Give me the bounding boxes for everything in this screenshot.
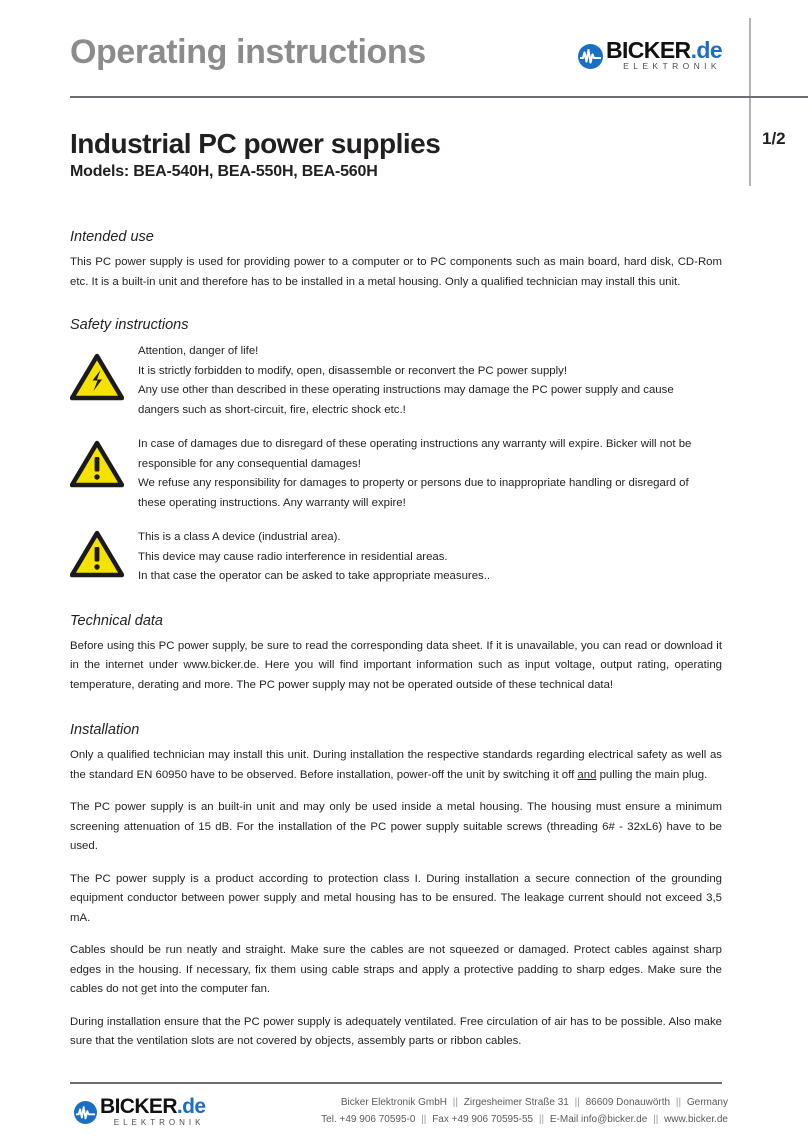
installation-paragraph-1: [70, 746, 722, 785]
footer-city: 86609 Donauwörth: [585, 1097, 671, 1108]
footer-fax-value: +49 906 70595-55: [451, 1114, 534, 1125]
document-kicker: Operating instructions: [70, 33, 426, 71]
warning-line: In case of damages due to disregard of these operating instructions any warranty will expire. Bicker will not be: [138, 438, 692, 450]
bicker-waveform-mark-icon: [578, 44, 603, 69]
warning-line: Attention, danger of life!: [138, 345, 259, 357]
logo-word-suffix: .de: [176, 1095, 206, 1118]
section-heading-safety: Safety instructions: [70, 317, 189, 333]
warning-danger-text: [138, 341, 722, 420]
footer-separator: ||: [421, 1114, 427, 1125]
warning-triangle-lightning-icon: [70, 353, 124, 401]
footer-separator: ||: [574, 1097, 580, 1108]
bicker-logo-header: [578, 37, 723, 72]
installation-p1-after: pulling the main plug.: [596, 768, 708, 781]
installation-paragraph-5: During installation ensure that the PC power supply is adequately ventilated. Free circulation of air has to be possible. Also make sure that the ventilation slots are not covered by objects, assembly parts or ribbon cables.: [70, 1015, 722, 1047]
warning-warranty-text: [138, 434, 722, 513]
footer-separator: ||: [538, 1114, 545, 1125]
document-body: [70, 228, 722, 1074]
section-intended-use: [70, 228, 722, 292]
logo-word-main: BICKER: [606, 37, 691, 63]
bicker-logo-footer: [74, 1097, 205, 1128]
technical-data-paragraph: Before using this PC power supply, be sure to read the corresponding data sheet. If it is unavailable, you can read or download it in the internet under www.bicker.de. Here you will find important information such as input voltage, output rating, operating temperature, derating and more. The PC power supply may not be operated outside of these technical data!: [70, 639, 722, 691]
header-vertical-divider: [749, 18, 751, 186]
warning-line: these operating instructions. Any warranty will expire!: [138, 496, 406, 509]
logo-subtitle: ELEKTRONIK: [113, 1118, 205, 1127]
warning-block-danger: [70, 341, 722, 420]
warning-line: We refuse any responsibility for damages to property or persons due to inappropriate handling or disregard of: [138, 477, 689, 489]
warning-line: responsible for any consequential damages!: [138, 457, 361, 470]
footer-contact-info: [236, 1094, 728, 1128]
footer-street: Zirgesheimer Straße 31: [463, 1097, 569, 1108]
section-safety-instructions: [70, 316, 722, 587]
installation-paragraph-3: The PC power supply is a product according to protection class I. During installation a secure connection of the grounding equipment conductor between power supply and metal housing has to be ensured. The leakage current should not exceed 3,5 mA.: [70, 872, 722, 924]
installation-paragraph-4: Cables should be run neatly and straight. Make sure the cables are not squeezed or damaged. Protect cables against sharp edges in the housing. If necessary, fix them using cable straps and apply a protective padding to sharp edges. Make sure the cables do not get into the computer fan.: [70, 944, 722, 995]
warning-block-warranty: [70, 434, 722, 513]
footer-separator: ||: [653, 1114, 659, 1125]
warning-line: This is a class A device (industrial area).: [138, 531, 341, 543]
warning-triangle-exclamation-icon: [70, 530, 124, 578]
warning-block-class-a: [70, 527, 722, 587]
page-number: 1/2: [762, 129, 786, 148]
logo-word-main: BICKER: [100, 1095, 177, 1118]
section-heading-intended-use: Intended use: [70, 229, 154, 245]
footer-separator: ||: [452, 1097, 458, 1108]
installation-p1-underlined: and: [577, 768, 597, 781]
header-divider-rule: [70, 96, 808, 98]
section-heading-technical-data: Technical data: [70, 612, 163, 629]
section-technical-data: [70, 612, 722, 696]
section-heading-installation: Installation: [70, 722, 140, 738]
warning-line: It is strictly forbidden to modify, open, disassemble or reconvert the PC power supply!: [138, 364, 568, 377]
footer-tel-label: Tel.: [321, 1114, 337, 1125]
logo-wordmark: [100, 1097, 205, 1116]
page-subtitle: Models: BEA-540H, BEA-550H, BEA-560H: [70, 163, 378, 180]
logo-word-suffix: .de: [690, 37, 723, 63]
footer-contact-line: [236, 1111, 728, 1128]
installation-paragraph-2: The PC power supply is an built-in unit and may only be used inside a metal housing. The housing must ensure a minimum screening attenuation of 15 dB. For the installation of the PC power supply suitable screws (threading 6# - 32xL6) have to be used.: [70, 801, 722, 852]
warning-line: In that case the operator can be asked to take appropriate measures..: [138, 570, 491, 582]
footer-email-value[interactable]: info@bicker.de: [581, 1114, 648, 1125]
logo-subtitle: ELEKTRONIK: [623, 61, 722, 71]
footer-company: Bicker Elektronik GmbH: [340, 1097, 448, 1108]
footer-country: Germany: [686, 1097, 728, 1108]
warning-line: This device may cause radio interference in residential areas.: [138, 550, 448, 563]
footer-address-line: [236, 1094, 728, 1111]
footer-divider-rule: [70, 1082, 722, 1084]
footer-separator: ||: [675, 1097, 682, 1108]
title-block: [70, 128, 730, 182]
logo-wordmark: [606, 37, 723, 63]
footer-email-label: E-Mail: [549, 1114, 579, 1125]
warning-line: dangers such as short-circuit, fire, electric shock etc.!: [138, 403, 406, 416]
footer-tel-value: +49 906 70595-0: [339, 1114, 416, 1125]
warning-triangle-exclamation-icon: [70, 440, 124, 488]
warning-line: Any use other than described in these operating instructions may damage the PC power supply and cause: [138, 384, 674, 396]
page-title: Industrial PC power supplies: [70, 128, 441, 159]
installation-p1-before: Only a qualified technician may install this unit. During installation the respective standards regarding electrical safety as well as the standard EN 60950 have to be observed. Before installation, power-off the unit by switching it off: [70, 749, 722, 781]
footer-fax-label: Fax: [432, 1114, 449, 1125]
intended-use-paragraph: This PC power supply is used for providing power to a computer or to PC components such as main board, hard disk, CD-Rom etc. It is a built-in unit and therefore has to be installed in a metal housing. Only a qualified technician may install this unit.: [70, 256, 722, 288]
warning-class-a-text: [138, 527, 722, 587]
footer-website[interactable]: www.bicker.de: [664, 1114, 728, 1125]
section-installation: [70, 721, 722, 1052]
bicker-waveform-mark-icon: [74, 1101, 97, 1124]
